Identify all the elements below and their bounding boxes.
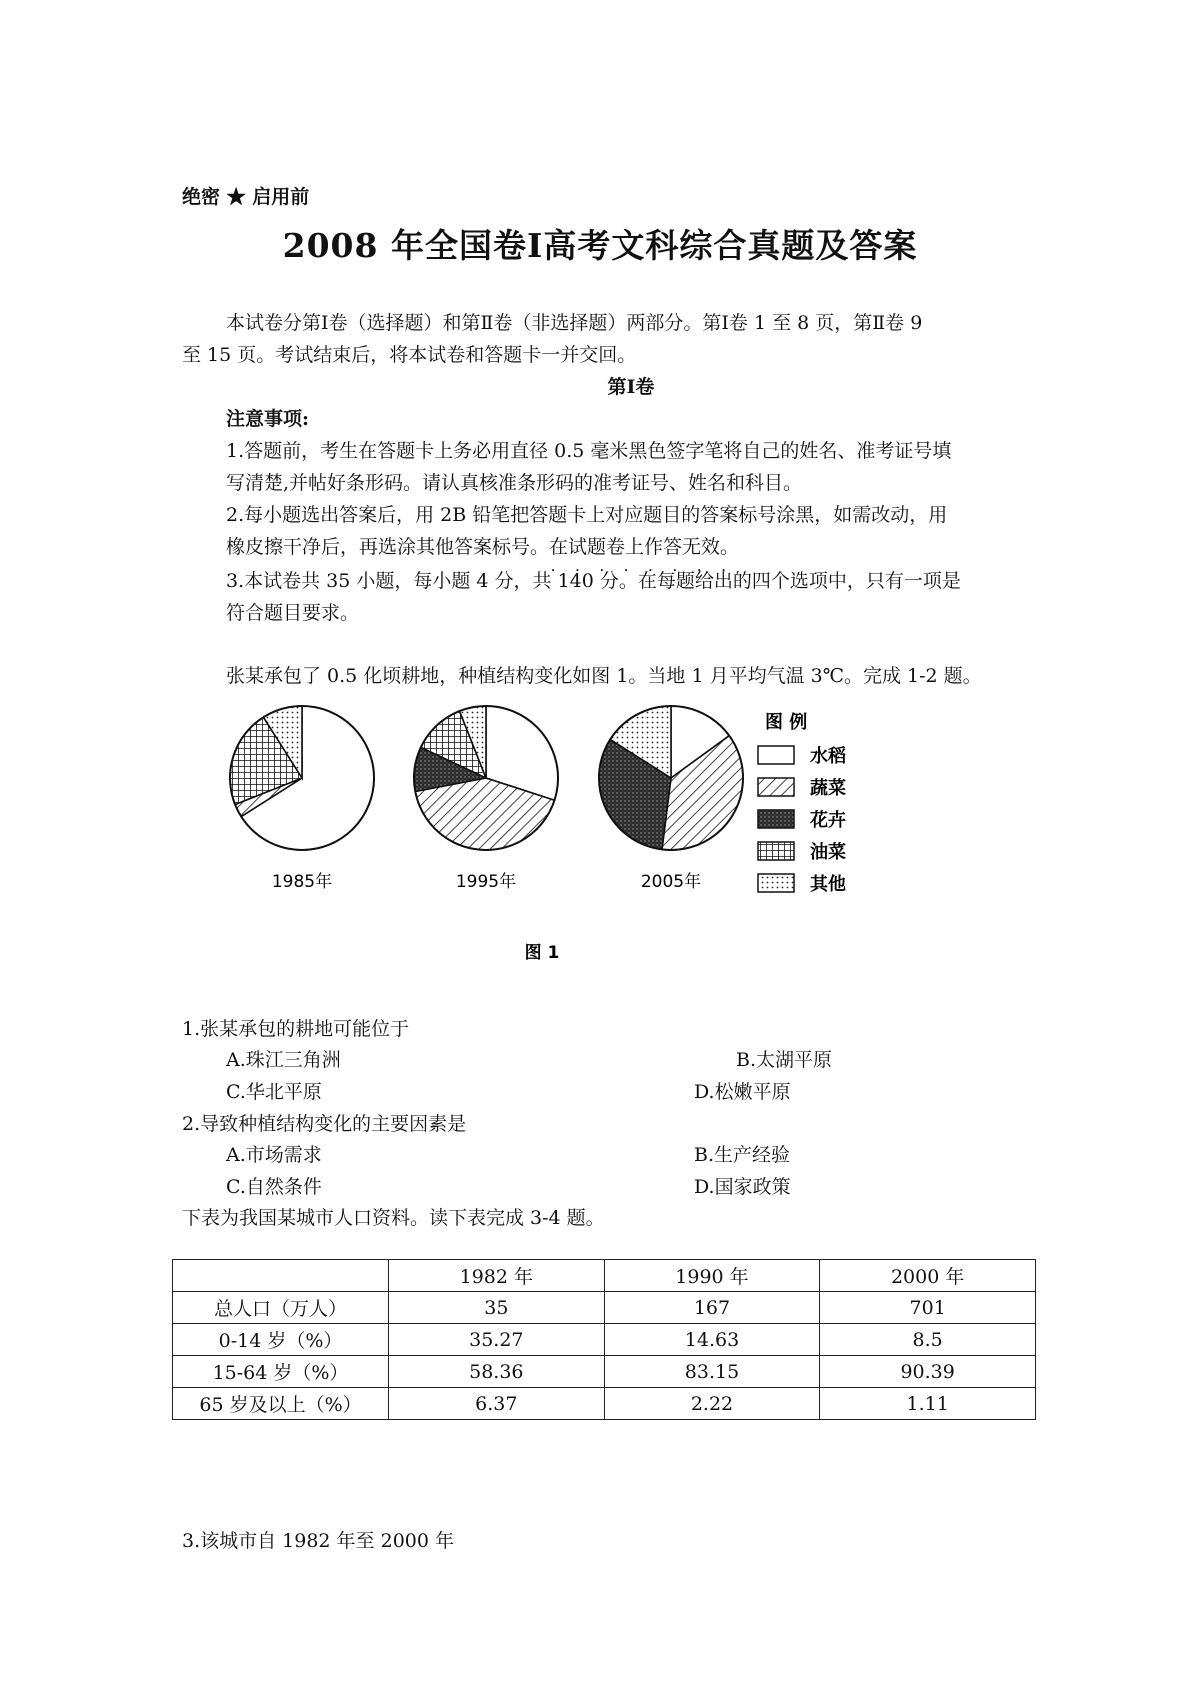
table-header-cell: 1990 年 — [604, 1260, 820, 1292]
question-2-stem: 2.导致种植结构变化的主要因素是 — [182, 1113, 467, 1135]
question-2-option-d: D.国家政策 — [694, 1176, 791, 1198]
table-cell: 0-14 岁（%） — [173, 1324, 389, 1356]
notice-item-2b-text: 橡皮擦干净后，再选涂其他答案标号。 — [226, 536, 550, 558]
notice-heading: 注意事项: — [226, 408, 310, 430]
legend-title: 图 例 — [765, 712, 808, 733]
question-1-option-b: B.太湖平原 — [736, 1049, 833, 1071]
question-2-option-a: A.市场需求 — [226, 1144, 322, 1166]
intro-line-2: 至 15 页。考试结束后，将本试卷和答题卡一并交回。 — [182, 344, 637, 366]
table-cell: 701 — [820, 1292, 1036, 1324]
table-intro: 下表为我国某城市人口资料。读下表完成 3-4 题。 — [182, 1207, 605, 1229]
question-intro-1: 张某承包了 0.5 化顷耕地，种植结构变化如图 1。当地 1 月平均气温 3℃。完成 1-2 题。 — [226, 665, 982, 687]
legend-label-vegetable: 蔬菜 — [810, 778, 846, 799]
legend-swatch-flower — [758, 810, 794, 828]
pie-label-2005: 2005年 — [640, 872, 702, 892]
table-header-cell: 2000 年 — [820, 1260, 1036, 1292]
table-header-cell — [173, 1260, 389, 1292]
legend-swatch-rice — [758, 746, 794, 764]
notice-item-2b — [226, 531, 739, 563]
legend-label-rice: 水稻 — [810, 746, 846, 767]
table-header-row — [173, 1260, 1036, 1292]
notice-item-1b: 写清楚,并帖好条形码。请认真核准条形码的准考证号、姓名和科目。 — [226, 472, 803, 494]
table-cell: 14.63 — [604, 1324, 820, 1356]
notice-item-2a: 2.每小题选出答案后，用 2B 铅笔把答题卡上对应题目的答案标号涂黑，如需改动，用 — [226, 504, 948, 526]
table-cell: 总人口（万人） — [173, 1292, 389, 1324]
table-cell: 35.27 — [389, 1324, 605, 1356]
legend — [758, 711, 846, 895]
legend-label-other: 其他 — [810, 874, 846, 895]
table-cell: 83.15 — [604, 1356, 820, 1388]
question-1-option-a: A.珠江三角洲 — [226, 1049, 341, 1071]
question-3-stem: 3.该城市自 1982 年至 2000 年 — [182, 1530, 454, 1552]
legend-swatch-other — [758, 874, 794, 892]
legend-label-rapeseed: 油菜 — [810, 842, 846, 863]
legend-label-flower: 花卉 — [810, 810, 846, 831]
question-2-option-c: C.自然条件 — [226, 1176, 322, 1198]
emphasis-text: 在试题卷上作答无效 • • • — [549, 531, 720, 563]
table-cell: 2.22 — [604, 1388, 820, 1420]
question-2-option-b: B.生产经验 — [694, 1144, 791, 1166]
population-table — [172, 1259, 1036, 1420]
pie-label-1985: 1985年 — [271, 872, 333, 892]
table-header-cell: 1982 年 — [389, 1260, 605, 1292]
table-cell: 1.11 — [820, 1388, 1036, 1420]
legend-swatch-rapeseed — [758, 842, 794, 860]
figure-1 — [220, 700, 880, 960]
table-row — [173, 1292, 1036, 1324]
table-row — [173, 1356, 1036, 1388]
notice-item-3a: 3.本试卷共 35 小题，每小题 4 分，共 140 分。在每题给出的四个选项中，只有一项是 — [226, 570, 961, 592]
table-cell: 90.39 — [820, 1356, 1036, 1388]
table-row — [173, 1324, 1036, 1356]
table-cell: 65 岁及以上（%） — [173, 1388, 389, 1420]
table-cell: 8.5 — [820, 1324, 1036, 1356]
table-cell: 6.37 — [389, 1388, 605, 1420]
question-1-option-d: D.松嫩平原 — [694, 1081, 791, 1103]
notice-item-2b-end: 。 — [720, 536, 740, 558]
intro-line-1: 本试卷分第Ⅰ卷（选择题）和第Ⅱ卷（非选择题）两部分。第Ⅰ卷 1 至 8 页，第Ⅱ卷 9 — [226, 312, 923, 334]
question-1-stem: 1.张某承包的耕地可能位于 — [182, 1018, 410, 1040]
table-cell: 58.36 — [389, 1356, 605, 1388]
notice-item-1a: 1.答题前，考生在答题卡上务必用直径 0.5 毫米黑色签字笔将自己的姓名、准考证号填 — [226, 440, 952, 462]
table-cell: 15-64 岁（%） — [173, 1356, 389, 1388]
pie-charts — [230, 706, 743, 850]
notice-item-3b: 符合题目要求。 — [226, 602, 360, 624]
pie-labels — [272, 871, 701, 892]
table-cell: 35 — [389, 1292, 605, 1324]
pie-label-1995: 1995年 — [455, 872, 517, 892]
table-row — [173, 1388, 1036, 1420]
section-title: 第Ⅰ卷 — [607, 376, 655, 398]
legend-swatch-vegetable — [758, 778, 794, 796]
figure-caption: 图 1 — [524, 943, 560, 960]
table-cell: 167 — [604, 1292, 820, 1324]
page-title: 2008 年全国卷Ⅰ高考文科综合真题及答案 — [282, 226, 918, 265]
question-1-option-c: C.华北平原 — [226, 1081, 322, 1103]
secret-mark: 绝密 ★ 启用前 — [182, 186, 310, 208]
